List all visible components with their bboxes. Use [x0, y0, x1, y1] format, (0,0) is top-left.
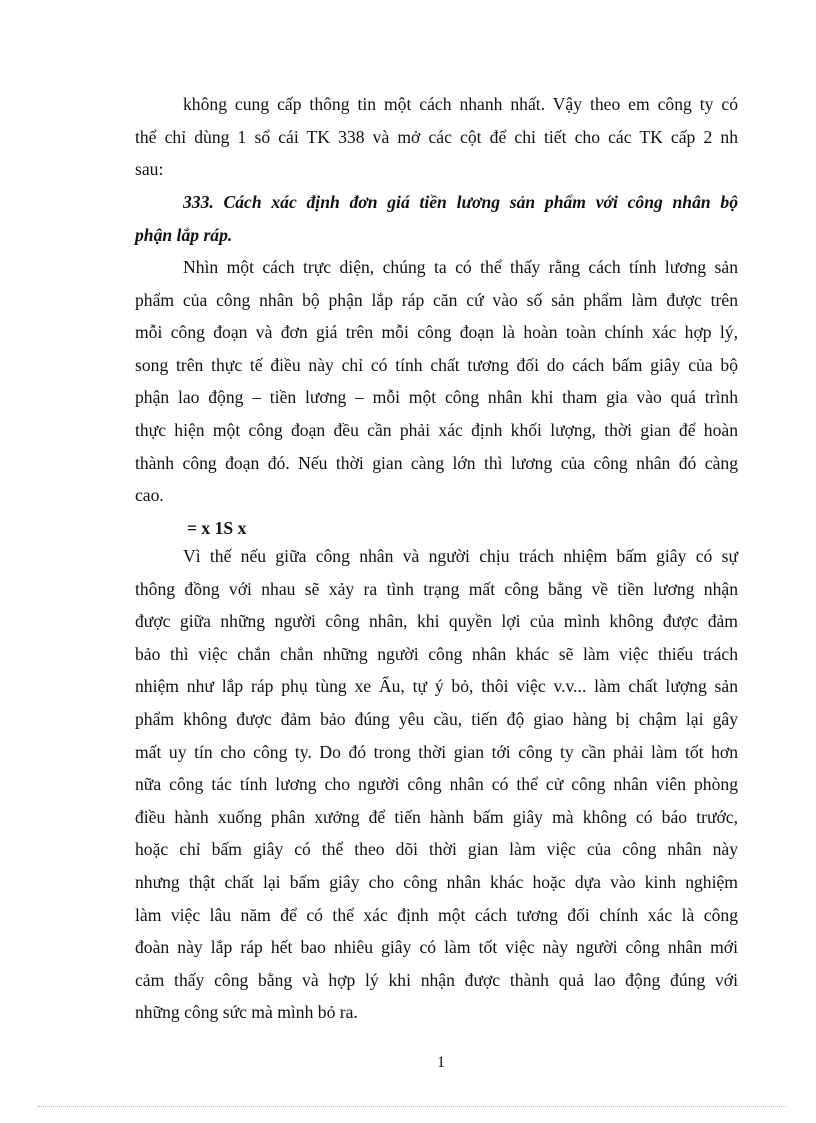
section-heading: [135, 186, 738, 251]
paragraph-2: [135, 540, 738, 1029]
formula: = x 1S x: [187, 518, 247, 538]
text-line: phận lao động – tiền lương – mỗi một công nhân khi tham gia vào quá trình: [135, 387, 738, 408]
text-line: Vì thế nếu giữa công nhân và người chịu trách nhiệm bấm giây có sự: [183, 546, 738, 566]
text-line: thành công đoạn đó. Nếu thời gian càng lớn thì lương của công nhân đó càng: [135, 452, 738, 473]
text-line: phẩm của công nhân bộ phận lắp ráp căn cứ vào số sản phẩm làm được trên: [135, 289, 738, 310]
text-line: nữa công tác tính lương cho người công nhân có thể cử công nhân viên phòng: [135, 774, 738, 795]
text-line: hoặc chỉ bấm giây có thể theo dõi thời gian làm việc của công nhân này: [135, 839, 738, 860]
heading-line: 333. Cách xác định đơn giá tiền lương sản phẩm với công nhân bộ: [183, 192, 738, 212]
text-line: thông đồng với nhau sẽ xảy ra tình trạng mất công bằng về tiền lương nhận: [135, 578, 738, 599]
page-number: 1: [437, 1054, 445, 1071]
text-line: cao.: [135, 485, 164, 506]
text-line: nhiệm như lắp ráp phụ tùng xe Ẩu, tự ý bỏ, thôi việc v.v... làm chất lượng sản: [135, 676, 738, 697]
text-line: mỗi công đoạn và đơn giá trên mỗi công đoạn là hoàn toàn chính xác hợp lý,: [135, 322, 738, 343]
text-line: nhưng thật chất lại bấm giây cho công nhân khác hoặc dựa vào kinh nghiệm: [135, 871, 738, 892]
text-line: đoàn này lắp ráp hết bao nhiêu giây có làm tốt việc này người công nhân mới: [135, 937, 738, 958]
intro-paragraph: [135, 88, 738, 186]
text-line: không cung cấp thông tin một cách nhanh nhất. Vậy theo em công ty có: [183, 94, 738, 114]
text-line: Nhìn một cách trực diện, chúng ta có thể thấy rằng cách tính lương sản: [183, 257, 738, 277]
text-line: cảm thấy công bằng và hợp lý khi nhận được thành quả lao động đúng với: [135, 969, 738, 990]
paragraph-1: [135, 251, 738, 512]
text-line: được giữa những người công nhân, khi quyền lợi của mình không được đảm: [135, 611, 738, 632]
text-line: song trên thực tế điều này chỉ có tính chất tương đối do cách bấm giây của bộ: [135, 354, 738, 375]
text-line: những công sức mà mình bỏ ra.: [135, 1002, 358, 1023]
text-line: sau:: [135, 159, 164, 180]
text-line: mất uy tín cho công ty. Do đó trong thời gian tới công ty cần phải làm tốt hơn: [135, 741, 738, 762]
page-bottom-divider: [38, 1106, 786, 1107]
text-line: làm việc lâu năm để có thể xác định một cách tương đối chính xác là công: [135, 904, 738, 925]
text-line: điều hành xuống phân xưởng để tiến hành bấm giây mà không có báo trước,: [135, 806, 738, 827]
text-line: bảo thì việc chắn chắn những người công nhân khác sẽ làm việc thiếu trách: [135, 643, 738, 664]
text-line: thể chỉ dùng 1 sổ cái TK 338 và mở các cột để chi tiết cho các TK cấp 2 nh: [135, 126, 738, 147]
text-line: phẩm không được đảm bảo đúng yêu cầu, tiến độ giao hàng bị chậm lại gây: [135, 708, 738, 729]
heading-line: phận lắp ráp.: [135, 224, 233, 245]
text-line: thực hiện một công đoạn đều cần phải xác định khối lượng, thời gian để hoàn: [135, 419, 738, 440]
